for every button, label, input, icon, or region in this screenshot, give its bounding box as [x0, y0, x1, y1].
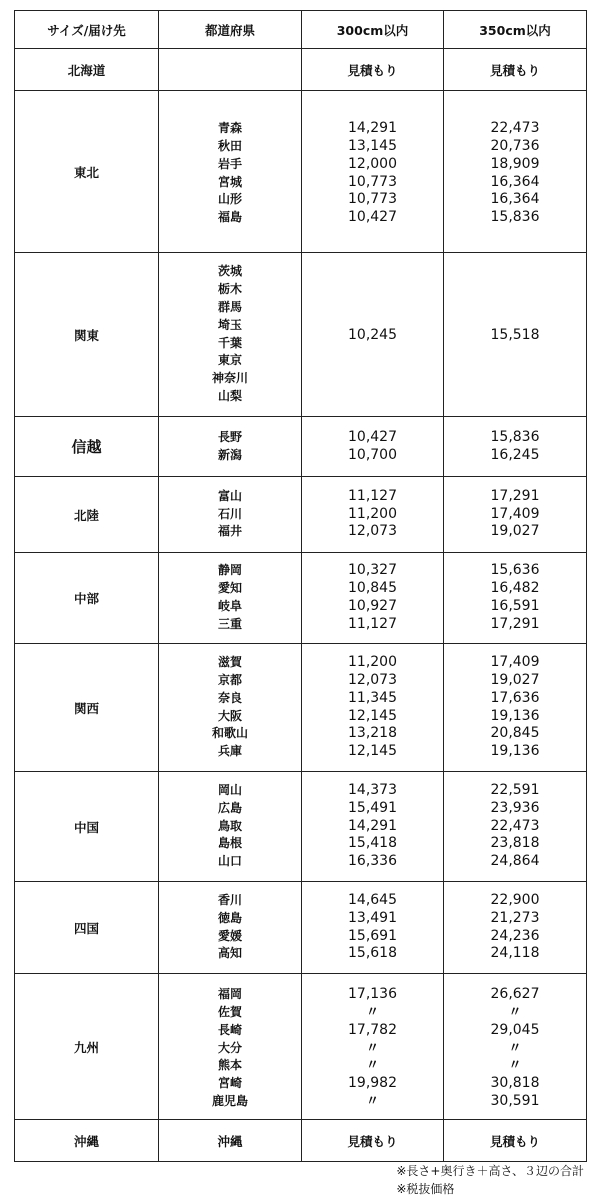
price-300-list-entry: 11,200	[348, 654, 397, 671]
prefecture-list-entry: 福岡	[217, 987, 242, 1002]
price-350-list-entry: 17,409	[490, 505, 540, 522]
prefecture-list-entry: 茨城	[217, 264, 242, 279]
price-300-list-entry: 15,491	[348, 799, 397, 816]
price-300-list-entry: 13,218	[348, 725, 397, 742]
prefecture-list-entry: 山口	[217, 854, 242, 869]
price-300-list	[302, 882, 444, 974]
price-350-list-entry: 16,482	[490, 580, 540, 597]
prefecture-list	[159, 974, 302, 1120]
price-300-list-entry: 19,982	[348, 1075, 397, 1092]
prefecture-list-entry: 滋賀	[217, 655, 242, 670]
price-350-list	[444, 882, 587, 974]
price-350-list-entry: 19,136	[490, 707, 540, 724]
price-300-list-entry: 15,618	[348, 945, 397, 962]
price-300-list-entry: 13,145	[348, 137, 397, 154]
prefecture-list-entry: 高知	[217, 946, 242, 961]
price-300-list	[302, 91, 444, 253]
price-350-list-entry: 15,518	[490, 326, 540, 343]
region-name: 関西	[15, 644, 159, 772]
prefecture-list-entry: 埼玉	[217, 317, 242, 332]
region-name: 中部	[15, 553, 159, 644]
prefecture-list-entry: 福井	[217, 524, 242, 539]
region-name: 東北	[15, 91, 159, 253]
price-350-list-entry: 19,136	[490, 743, 540, 760]
region-okinawa: 沖縄	[15, 1120, 159, 1162]
prefecture-list-entry: 愛知	[217, 581, 242, 596]
price-300-list-entry: 〃	[365, 1093, 379, 1109]
price-350-list-entry: 26,627	[490, 986, 540, 1003]
price-300-list	[302, 644, 444, 772]
price-300-list-entry: 15,691	[348, 927, 397, 944]
price-350-list-entry: 18,909	[490, 155, 540, 172]
price-300-list-entry: 12,073	[348, 523, 397, 540]
price-350-list-entry: 29,045	[490, 1021, 540, 1038]
price-350-list-entry: 22,473	[490, 817, 540, 834]
prefecture-list-entry: 広島	[217, 800, 242, 815]
price-300-list	[302, 417, 444, 477]
prefecture-list-entry: 秋田	[217, 138, 242, 153]
prefecture-list	[159, 253, 302, 417]
prefecture-list	[159, 417, 302, 477]
price-350-list-entry: 15,636	[490, 562, 540, 579]
price-300-list-entry: 12,000	[348, 155, 397, 172]
prefecture-list-entry: 香川	[217, 892, 242, 907]
header-300cm: 300cm以内	[302, 11, 444, 49]
prefecture-list-entry: 兵庫	[217, 744, 242, 759]
price-300-list-entry: 11,345	[348, 689, 397, 706]
prefecture-list-entry: 熊本	[217, 1058, 242, 1073]
price-350-list	[444, 974, 587, 1120]
price-300-list	[302, 553, 444, 644]
price-300-list-entry: 13,491	[348, 909, 397, 926]
price-300-list-entry: 15,418	[348, 835, 397, 852]
price-350-list-entry: 30,591	[490, 1092, 540, 1109]
price-300-okinawa: 見積もり	[302, 1120, 444, 1162]
price-350-list-entry: 15,836	[490, 428, 540, 445]
prefecture-list	[159, 553, 302, 644]
price-300-list-entry: 10,427	[348, 209, 397, 226]
price-350-list-entry: 16,245	[490, 446, 540, 463]
region-row	[15, 974, 587, 1120]
prefecture-okinawa: 沖縄	[159, 1120, 302, 1162]
prefecture-list-entry: 山形	[217, 192, 242, 207]
price-350-list	[444, 91, 587, 253]
prefecture-list-entry: 長崎	[217, 1022, 242, 1037]
price-300-list-entry: 12,145	[348, 707, 397, 724]
price-350-list-entry: 〃	[508, 1005, 522, 1020]
price-350-list-entry: 17,409	[490, 654, 540, 671]
region-name: 関東	[15, 253, 159, 417]
prefecture-list	[159, 644, 302, 772]
prefecture-list-entry: 新潟	[217, 447, 242, 462]
footnotes	[396, 1162, 584, 1198]
price-300-list-entry: 10,245	[348, 326, 397, 343]
prefecture-list-entry: 岐阜	[217, 599, 242, 613]
price-300-list-entry: 14,373	[348, 782, 397, 798]
price-350-list-entry: 〃	[508, 1040, 522, 1056]
price-300-list-entry: 10,845	[348, 580, 397, 597]
price-300-list-entry: 17,136	[348, 986, 397, 1003]
price-350-list-entry: 30,818	[490, 1075, 540, 1092]
price-350-list-entry: 17,291	[490, 615, 540, 632]
price-300-list-entry: 〃	[365, 1040, 379, 1056]
price-300-list-entry: 14,645	[348, 891, 397, 908]
price-350-list-entry: 21,273	[490, 909, 540, 926]
prefecture-list-entry: 神奈川	[211, 371, 248, 386]
price-300-list-entry: 11,200	[348, 505, 397, 522]
region-row	[15, 772, 587, 882]
prefecture-list-entry: 大阪	[217, 708, 242, 723]
prefecture-list-entry: 鹿児島	[211, 1093, 248, 1108]
price-300-list-entry: 10,700	[348, 446, 397, 463]
price-300-list-entry: 10,773	[348, 173, 397, 190]
prefecture-list-entry: 富山	[217, 488, 242, 503]
prefecture-list-entry: 奈良	[217, 690, 242, 705]
region-row	[15, 553, 587, 644]
prefecture-list-entry: 京都	[217, 672, 242, 687]
region-name: 中国	[15, 772, 159, 882]
price-350-list-entry: 16,364	[490, 191, 540, 208]
prefecture-list-entry: 長野	[217, 429, 242, 444]
prefecture-list-entry: 鳥取	[217, 818, 242, 833]
price-300-list	[302, 974, 444, 1120]
region-row	[15, 91, 587, 253]
price-350-list	[444, 644, 587, 772]
price-350-list-entry: 17,291	[490, 487, 540, 504]
price-350-list-entry: 22,591	[490, 782, 540, 798]
price-300-list-entry: 17,782	[348, 1021, 397, 1038]
price-300-list-entry: 12,145	[348, 743, 397, 760]
region-hokkaido: 北海道	[15, 49, 159, 91]
price-350-list-entry: 〃	[508, 1058, 522, 1074]
header-size-destination: サイズ/届け先	[15, 11, 159, 49]
price-350-list-entry: 19,027	[490, 523, 540, 540]
price-300-list-entry: 14,291	[348, 817, 397, 834]
price-350-list	[444, 553, 587, 644]
price-350-okinawa: 見積もり	[444, 1120, 587, 1162]
prefecture-list-entry: 千葉	[217, 335, 242, 350]
price-350-list-entry: 24,864	[490, 853, 540, 870]
price-350-list-entry: 24,236	[490, 927, 540, 944]
prefecture-list-entry: 岩手	[217, 156, 242, 171]
shipping-rate-table	[14, 10, 587, 1162]
price-300-list-entry: 10,773	[348, 191, 397, 208]
prefecture-list-entry: 和歌山	[211, 726, 248, 741]
prefecture-list-entry: 石川	[217, 506, 242, 521]
prefecture-list-entry: 愛媛	[217, 928, 242, 943]
prefecture-list	[159, 477, 302, 553]
region-name: 信越	[15, 417, 159, 477]
price-300-hokkaido: 見積もり	[302, 49, 444, 91]
price-300-list	[302, 772, 444, 882]
price-300-list-entry: 14,291	[348, 120, 397, 137]
price-350-list	[444, 417, 587, 477]
prefecture-list-entry: 山梨	[217, 388, 242, 403]
price-350-list-entry: 24,118	[490, 945, 540, 962]
region-row	[15, 253, 587, 417]
region-row	[15, 882, 587, 974]
prefecture-list-entry: 三重	[217, 616, 242, 631]
region-row	[15, 477, 587, 553]
price-300-list-entry: 〃	[365, 1058, 379, 1074]
price-350-list	[444, 772, 587, 882]
prefecture-list-entry: 島根	[217, 836, 242, 851]
prefecture-list-entry: 宮城	[217, 174, 242, 189]
prefecture-list-entry: 大分	[217, 1040, 242, 1055]
prefecture-list-entry: 東京	[217, 353, 242, 368]
prefecture-list-entry: 静岡	[217, 563, 242, 578]
footnote-dimensions: ※長さ+奥行き＋高さ、３辺の合計	[396, 1164, 584, 1178]
price-350-list	[444, 477, 587, 553]
price-350-hokkaido: 見積もり	[444, 49, 587, 91]
header-prefecture: 都道府県	[159, 11, 302, 49]
footnote-tax: ※税抜価格	[396, 1182, 455, 1196]
region-name: 九州	[15, 974, 159, 1120]
price-350-list-entry: 23,936	[490, 799, 540, 816]
prefecture-list-entry: 青森	[217, 121, 242, 136]
price-350-list-entry: 22,473	[490, 120, 540, 137]
region-row	[15, 417, 587, 477]
price-350-list-entry: 23,818	[490, 835, 540, 852]
prefecture-list-entry: 岡山	[217, 783, 242, 797]
price-350-list	[444, 253, 587, 417]
price-350-list-entry: 20,845	[490, 725, 540, 742]
row-okinawa	[15, 1120, 587, 1162]
prefecture-list	[159, 91, 302, 253]
price-300-list	[302, 253, 444, 417]
price-300-list-entry: 10,927	[348, 598, 397, 614]
price-350-list-entry: 16,364	[490, 173, 540, 190]
prefecture-list-entry: 徳島	[217, 910, 242, 925]
price-300-list-entry: 11,127	[348, 615, 397, 632]
region-row	[15, 644, 587, 772]
prefecture-list-entry: 群馬	[217, 299, 242, 314]
prefecture-list-entry: 福島	[217, 210, 242, 225]
price-350-list-entry: 22,900	[490, 891, 540, 908]
header-row	[15, 11, 587, 49]
price-350-list-entry: 15,836	[490, 209, 540, 226]
prefecture-list-entry: 佐賀	[217, 1005, 242, 1019]
price-350-list-entry: 20,736	[490, 137, 540, 154]
price-300-list-entry: 10,427	[348, 428, 397, 445]
prefecture-list	[159, 772, 302, 882]
price-300-list-entry: 16,336	[348, 853, 397, 870]
row-hokkaido	[15, 49, 587, 91]
price-350-list-entry: 17,636	[490, 689, 540, 706]
price-300-list-entry: 12,073	[348, 671, 397, 688]
price-300-list	[302, 477, 444, 553]
prefecture-list-entry: 宮崎	[217, 1076, 242, 1091]
price-300-list-entry: 11,127	[348, 487, 397, 504]
price-300-list-entry: 10,327	[348, 562, 397, 579]
header-350cm: 350cm以内	[444, 11, 587, 49]
region-name: 四国	[15, 882, 159, 974]
region-name: 北陸	[15, 477, 159, 553]
prefecture-list-entry: 栃木	[217, 282, 242, 297]
price-350-list-entry: 19,027	[490, 671, 540, 688]
prefecture-list	[159, 882, 302, 974]
prefecture-hokkaido	[159, 49, 302, 91]
price-350-list-entry: 16,591	[490, 598, 540, 614]
price-300-list-entry: 〃	[365, 1005, 379, 1020]
